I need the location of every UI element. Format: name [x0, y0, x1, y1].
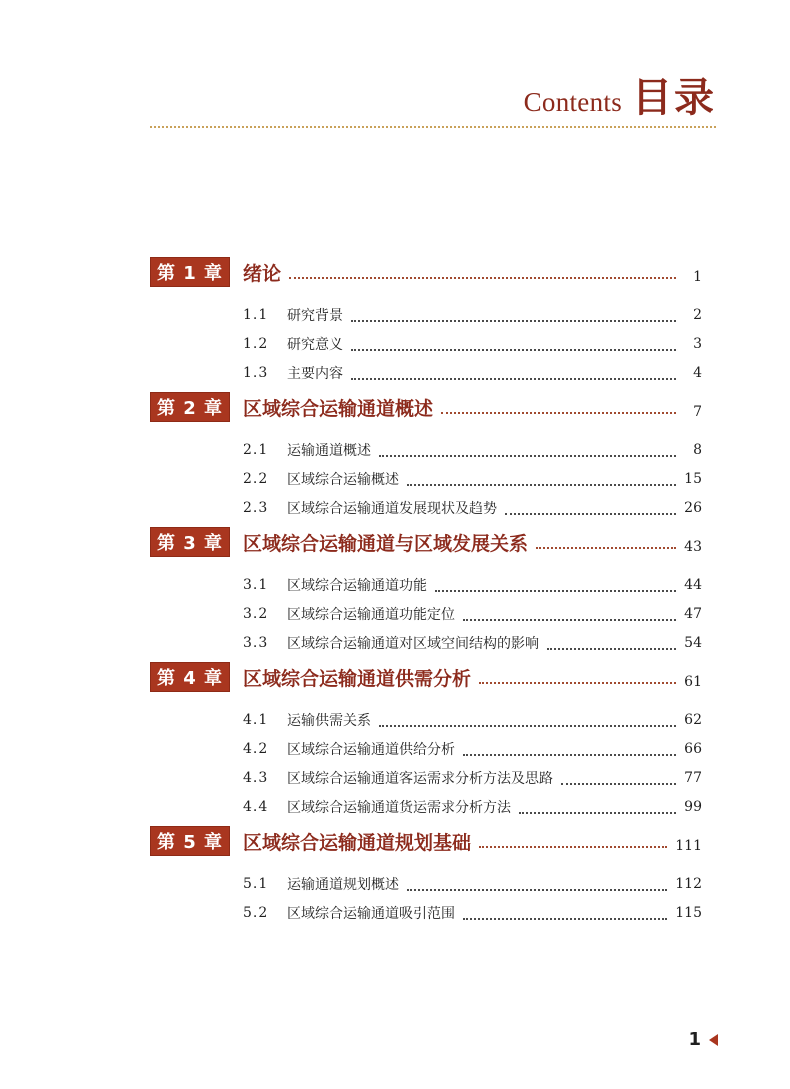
section-number: 1.1 [243, 306, 269, 323]
section-page-number: 54 [684, 634, 702, 651]
section-number: 2.1 [243, 441, 269, 458]
section-title: 区域综合运输通道吸引范围 [287, 905, 455, 922]
section-list [150, 570, 702, 657]
chapter-badge: 第 3 章 [150, 527, 230, 557]
dot-leader [536, 547, 676, 549]
page-footer [688, 1029, 718, 1050]
section-number: 3.2 [243, 605, 269, 622]
chapter-page-number: 111 [675, 838, 702, 854]
header-title-zh: 目录 [632, 75, 716, 121]
dot-leader [351, 349, 676, 351]
toc-section-entry[interactable] [243, 570, 702, 599]
table-of-contents [150, 252, 702, 927]
section-title: 区域综合运输通道对区域空间结构的影响 [287, 635, 539, 652]
toc-section-entry[interactable] [243, 763, 702, 792]
toc-section-entry[interactable] [243, 628, 702, 657]
toc-section-entry[interactable] [243, 300, 702, 329]
section-page-number: 66 [684, 740, 702, 757]
page-header [524, 66, 716, 123]
chapter-block [150, 821, 702, 927]
section-number: 4.2 [243, 740, 269, 757]
section-number: 4.3 [243, 769, 269, 786]
dot-leader [407, 484, 676, 486]
section-page-number: 44 [684, 576, 702, 593]
chapter-title: 绪论 [243, 262, 282, 285]
section-title: 主要内容 [287, 365, 343, 382]
chapter-title: 区域综合运输通道与区域发展关系 [243, 532, 529, 555]
page-marker-triangle-icon [709, 1034, 718, 1046]
chapter-badge: 第 2 章 [150, 392, 230, 422]
section-title: 区域综合运输通道供给分析 [287, 741, 455, 758]
section-title: 研究意义 [287, 336, 343, 353]
toc-section-entry[interactable] [243, 358, 702, 387]
section-title: 运输通道概述 [287, 442, 371, 459]
chapter-block [150, 387, 702, 522]
dot-leader [379, 455, 676, 457]
toc-chapter-entry[interactable] [150, 252, 702, 292]
chapter-block [150, 522, 702, 657]
toc-section-entry[interactable] [243, 792, 702, 821]
toc-section-entry[interactable] [243, 734, 702, 763]
dot-leader [463, 918, 667, 920]
section-title: 区域综合运输通道功能定位 [287, 606, 455, 623]
chapter-block [150, 252, 702, 387]
section-title: 研究背景 [287, 307, 343, 324]
toc-chapter-entry[interactable] [150, 522, 702, 562]
section-number: 5.1 [243, 875, 269, 892]
section-number: 4.1 [243, 711, 269, 728]
dot-leader [519, 812, 676, 814]
toc-chapter-entry[interactable] [150, 821, 702, 861]
dot-leader [407, 889, 667, 891]
chapter-badge: 第 1 章 [150, 257, 230, 287]
dot-leader [547, 648, 676, 650]
dot-leader [463, 754, 676, 756]
section-title: 区域综合运输通道货运需求分析方法 [287, 799, 511, 816]
dot-leader [289, 277, 676, 279]
section-page-number: 112 [675, 875, 702, 892]
section-page-number: 4 [693, 364, 702, 381]
section-number: 2.2 [243, 470, 269, 487]
chapter-page-number: 61 [684, 674, 702, 690]
section-list [150, 869, 702, 927]
section-page-number: 99 [684, 798, 702, 815]
section-page-number: 8 [693, 441, 702, 458]
chapter-title: 区域综合运输通道概述 [243, 397, 434, 420]
section-title: 区域综合运输通道客运需求分析方法及思路 [287, 770, 553, 787]
dot-leader [561, 783, 676, 785]
section-number: 2.3 [243, 499, 269, 516]
chapter-badge: 第 5 章 [150, 826, 230, 856]
section-number: 4.4 [243, 798, 269, 815]
section-title: 运输供需关系 [287, 712, 371, 729]
toc-section-entry[interactable] [243, 599, 702, 628]
chapter-page-number: 1 [693, 269, 702, 285]
dot-leader [505, 513, 676, 515]
dot-leader [379, 725, 676, 727]
section-page-number: 77 [684, 769, 702, 786]
toc-section-entry[interactable] [243, 464, 702, 493]
chapter-page-number: 43 [684, 539, 702, 555]
toc-section-entry[interactable] [243, 435, 702, 464]
dot-leader [479, 846, 667, 848]
header-divider [150, 126, 716, 128]
section-number: 3.3 [243, 634, 269, 651]
chapter-block [150, 657, 702, 821]
toc-section-entry[interactable] [243, 869, 702, 898]
dot-leader [351, 378, 676, 380]
dot-leader [351, 320, 676, 322]
section-number: 1.2 [243, 335, 269, 352]
toc-section-entry[interactable] [243, 493, 702, 522]
toc-chapter-entry[interactable] [150, 387, 702, 427]
dot-leader [435, 590, 676, 592]
chapter-badge: 第 4 章 [150, 662, 230, 692]
toc-chapter-entry[interactable] [150, 657, 702, 697]
section-title: 区域综合运输通道发展现状及趋势 [287, 500, 497, 517]
header-title-en: Contents [523, 87, 622, 117]
section-title: 运输通道规划概述 [287, 876, 399, 893]
toc-section-entry[interactable] [243, 898, 702, 927]
chapter-title: 区域综合运输通道规划基础 [243, 831, 472, 854]
section-title: 区域综合运输通道功能 [287, 577, 427, 594]
section-number: 5.2 [243, 904, 269, 921]
section-list [150, 300, 702, 387]
section-page-number: 15 [684, 470, 702, 487]
dot-leader [441, 412, 676, 414]
toc-section-entry[interactable] [243, 705, 702, 734]
section-number: 1.3 [243, 364, 269, 381]
section-page-number: 2 [693, 306, 702, 323]
chapter-title: 区域综合运输通道供需分析 [243, 667, 472, 690]
section-list [150, 435, 702, 522]
section-list [150, 705, 702, 821]
section-page-number: 47 [684, 605, 702, 622]
dot-leader [479, 682, 676, 684]
toc-section-entry[interactable] [243, 329, 702, 358]
section-page-number: 26 [684, 499, 702, 516]
section-number: 3.1 [243, 576, 269, 593]
section-page-number: 115 [675, 904, 702, 921]
section-page-number: 62 [684, 711, 702, 728]
chapter-page-number: 7 [693, 404, 702, 420]
section-page-number: 3 [693, 335, 702, 352]
dot-leader [463, 619, 676, 621]
section-title: 区域综合运输概述 [287, 471, 399, 488]
page-number: 1 [688, 1029, 701, 1050]
